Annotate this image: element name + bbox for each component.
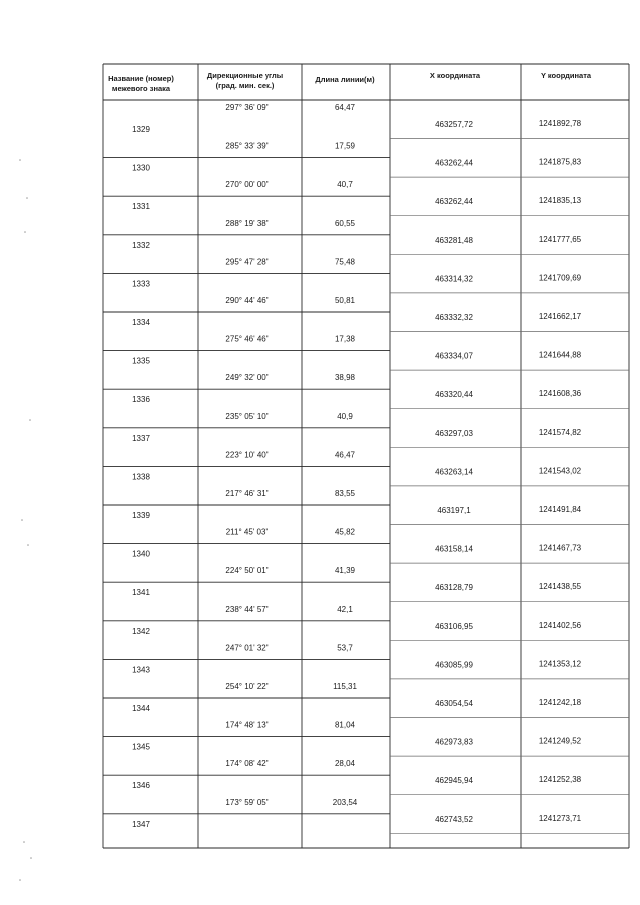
- line-length: 40,9: [337, 411, 353, 421]
- point-name: 1343: [132, 665, 150, 675]
- point-y-coordinate: 1241892,78: [538, 119, 582, 128]
- point-y-coordinate: 1241353,12: [538, 659, 582, 669]
- point-name: 1329: [132, 125, 150, 134]
- point-name: 1331: [132, 202, 150, 212]
- point-x-coordinate: 463334,07: [435, 351, 473, 361]
- point-x-coordinate: 463263,14: [435, 467, 473, 477]
- point-x-coordinate: 462945,94: [435, 776, 473, 786]
- line-directional-angle: 174° 48' 13": [225, 720, 269, 730]
- point-name: 1330: [132, 163, 150, 173]
- point-x-coordinate: 463257,72: [435, 120, 473, 129]
- line-length: 53,7: [337, 643, 353, 653]
- point-name: 1333: [132, 279, 150, 289]
- point-name: 1337: [132, 433, 150, 443]
- line-directional-angle: 247° 01' 32": [225, 643, 269, 653]
- line-length: 50,81: [334, 296, 356, 305]
- point-y-coordinate: 1241252,38: [538, 775, 582, 785]
- point-x-coordinate: 463281,48: [435, 235, 473, 245]
- point-y-coordinate: 1241574,82: [538, 427, 582, 437]
- scan-speck: [23, 841, 25, 843]
- line-directional-angle: 270° 00' 00": [225, 180, 269, 190]
- scan-speck: [19, 879, 21, 881]
- line-length: 40,7: [337, 180, 353, 190]
- line-length: 60,55: [334, 218, 356, 228]
- line-length: 28,04: [334, 759, 356, 769]
- header-name-line1: Название (номер): [108, 74, 174, 83]
- line-directional-angle: 288° 19' 38": [225, 218, 269, 228]
- line-directional-angle: 285° 33' 39": [225, 141, 269, 151]
- line-directional-angle: 254° 10' 22": [225, 682, 269, 691]
- line-directional-angle: 217° 46' 31": [225, 489, 269, 498]
- point-y-coordinate: 1241467,73: [538, 543, 582, 553]
- point-name: 1341: [132, 588, 150, 598]
- point-y-coordinate: 1241491,84: [538, 505, 582, 514]
- line-directional-angle: 211° 45' 03": [225, 527, 269, 537]
- table-header: [108, 71, 592, 93]
- scan-speck: [29, 419, 31, 421]
- point-y-coordinate: 1241543,02: [538, 466, 582, 476]
- point-name: 1335: [132, 356, 150, 366]
- point-name: 1340: [132, 549, 150, 559]
- point-x-coordinate: 463085,99: [435, 660, 473, 670]
- line-length: 75,48: [334, 257, 356, 267]
- header-y: Y координата: [540, 71, 592, 80]
- point-y-coordinate: 1241608,36: [538, 389, 582, 399]
- point-x-coordinate: 462743,52: [435, 814, 473, 824]
- point-name: 1342: [132, 626, 150, 636]
- line-length: 38,98: [334, 373, 356, 383]
- line-directional-angle: 249° 32' 00": [225, 373, 269, 383]
- point-y-coordinate: 1241835,13: [538, 196, 582, 206]
- point-name: 1339: [132, 511, 150, 520]
- scan-speck: [26, 197, 28, 199]
- point-x-coordinate: 463314,32: [435, 274, 473, 284]
- point-name: 1345: [132, 742, 150, 752]
- point-name: 1347: [132, 819, 150, 829]
- point-y-coordinate: 1241875,83: [538, 157, 582, 167]
- point-x-coordinate: 463332,32: [435, 313, 473, 322]
- line-length: 41,39: [334, 566, 356, 576]
- point-x-coordinate: 463262,44: [435, 158, 473, 168]
- line-directional-angle: 174° 08' 42": [225, 759, 269, 769]
- point-x-coordinate: 463158,14: [435, 544, 473, 554]
- point-x-coordinate: 463128,79: [435, 583, 473, 593]
- line-length: 64,47: [334, 103, 356, 112]
- table-body: [132, 103, 582, 829]
- scan-speck: [19, 159, 21, 161]
- header-angle-line2: (град. мин. сек.): [215, 81, 275, 90]
- point-y-coordinate: 1241402,56: [538, 620, 582, 630]
- point-x-coordinate: 463320,44: [435, 390, 473, 400]
- point-y-coordinate: 1241709,69: [538, 273, 582, 283]
- scan-specks: [19, 159, 32, 881]
- point-y-coordinate: 1241438,55: [538, 582, 582, 592]
- point-y-coordinate: 1241777,65: [538, 234, 582, 244]
- point-name: 1338: [132, 472, 150, 482]
- line-length: 46,47: [334, 450, 356, 460]
- line-directional-angle: 275° 46' 46": [225, 334, 269, 344]
- header-length: Длина линии(м): [315, 75, 375, 84]
- line-directional-angle: 295° 47' 28": [225, 257, 269, 267]
- point-x-coordinate: 463262,44: [435, 197, 473, 207]
- header-x: Х координата: [429, 71, 481, 80]
- table-grid: [103, 64, 629, 848]
- point-y-coordinate: 1241273,71: [538, 813, 582, 823]
- line-directional-angle: 173° 59' 05": [225, 797, 269, 807]
- line-directional-angle: 223° 10' 40": [225, 450, 269, 460]
- line-length: 81,04: [334, 720, 356, 730]
- point-name: 1346: [132, 781, 150, 791]
- header-angle-line1: Дирекционные углы: [206, 71, 284, 80]
- line-directional-angle: 290° 44' 46": [225, 296, 269, 305]
- point-name: 1336: [132, 395, 150, 405]
- line-length: 42,1: [337, 604, 353, 614]
- line-directional-angle: 235° 05' 10": [225, 411, 269, 421]
- point-name: 1344: [132, 704, 150, 713]
- point-x-coordinate: 463106,95: [435, 621, 473, 631]
- scan-speck: [27, 544, 29, 546]
- line-length: 17,59: [334, 141, 356, 151]
- scan-speck: [21, 519, 23, 521]
- point-x-coordinate: 463054,54: [435, 699, 473, 708]
- point-x-coordinate: 463197,1: [437, 506, 471, 515]
- scan-speck: [30, 857, 32, 859]
- line-length: 45,82: [334, 527, 356, 537]
- point-x-coordinate: 463297,03: [435, 428, 473, 438]
- header-name-line2: межевого знака: [111, 84, 171, 93]
- line-directional-angle: 238° 44' 57": [225, 604, 269, 614]
- point-name: 1334: [132, 318, 150, 327]
- point-y-coordinate: 1241644,88: [538, 350, 582, 360]
- scan-speck: [24, 231, 26, 233]
- line-length: 115,31: [333, 682, 357, 691]
- point-y-coordinate: 1241249,52: [538, 736, 582, 746]
- line-directional-angle: 297° 36' 09": [225, 103, 269, 112]
- line-length: 83,55: [334, 489, 356, 498]
- point-x-coordinate: 462973,83: [435, 737, 473, 747]
- line-length: 17,38: [334, 334, 356, 344]
- line-length: 203,54: [332, 797, 358, 807]
- point-name: 1332: [132, 240, 150, 250]
- point-y-coordinate: 1241662,17: [538, 312, 582, 321]
- line-directional-angle: 224° 50' 01": [225, 566, 269, 576]
- point-y-coordinate: 1241242,18: [538, 698, 582, 707]
